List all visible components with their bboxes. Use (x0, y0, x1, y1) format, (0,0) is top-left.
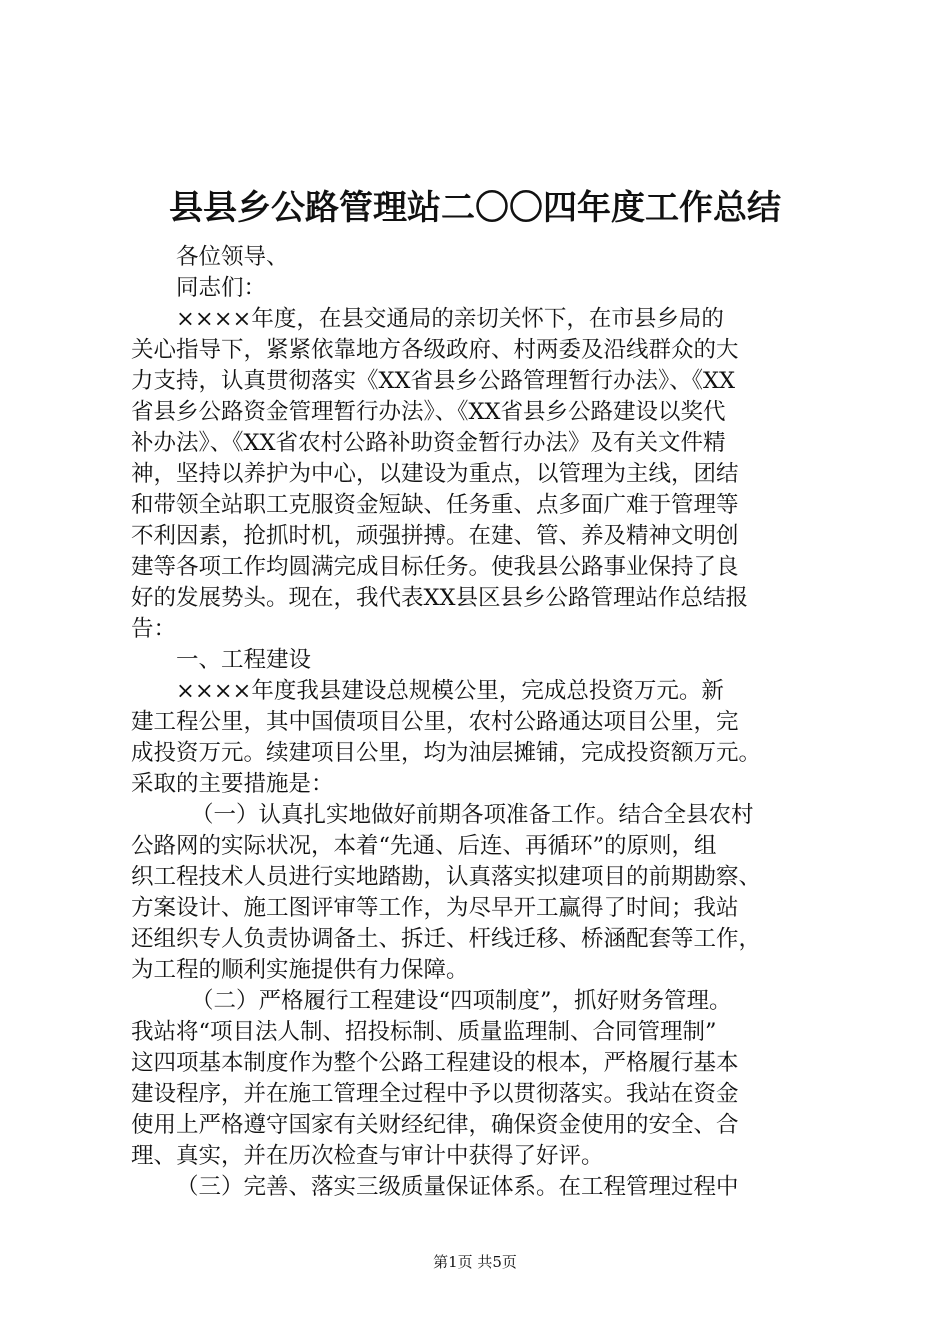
text-line: 建工程公里，其中国债项目公里，农村公路通达项目公里，完 (131, 709, 739, 735)
text-line: 告： (131, 616, 177, 642)
text-line: （三）完善、落实三级质量保证体系。在工程管理过程中 (176, 1174, 739, 1200)
text-line: （二）严格履行工程建设“四项制度”，抓好财务管理。 (191, 988, 732, 1014)
text-line: 成投资万元。续建项目公里，均为油层摊铺，完成投资额万元。 (131, 740, 762, 766)
text-line: 省县乡公路资金管理暂行办法》、《XX省县乡公路建设以奖代 (131, 399, 726, 425)
text-line: 一、工程建设 (176, 647, 312, 673)
text-line: 各位领导、 (176, 244, 289, 270)
text-line: 我站将“项目法人制、招投标制、质量监理制、合同管理制” (131, 1019, 717, 1045)
text-line: 方案设计、施工图评审等工作，为尽早开工赢得了时间；我站 (131, 895, 739, 921)
text-line: 力支持，认真贯彻落实《XX省县乡公路管理暂行办法》、《XX (131, 368, 736, 394)
text-line: 公路网的实际状况，本着“先通、后连、再循环”的原则，组 (131, 833, 717, 859)
text-line: 同志们： (176, 275, 267, 301)
document-title: 县县乡公路管理站二〇〇四年度工作总结 (169, 188, 781, 228)
text-line: 不利因素，抢抓时机，顽强拼搏。在建、管、养及精神文明创 (131, 523, 739, 549)
text-line: 好的发展势头。现在，我代表XX县区县乡公路管理站作总结报 (131, 585, 749, 611)
text-line: 为工程的顺利实施提供有力保障。 (131, 957, 469, 983)
text-line: 织工程技术人员进行实地踏勘，认真落实拟建项目的前期勘察、 (131, 864, 762, 890)
page-footer: 第1页 共5页 (433, 1253, 517, 1271)
text-line: 理、真实，并在历次检查与审计中获得了好评。 (131, 1143, 604, 1169)
text-line: 关心指导下，紧紧依靠地方各级政府、村两委及沿线群众的大 (131, 337, 739, 363)
text-line: ××××年度我县建设总规模公里，完成总投资万元。新 (176, 678, 724, 704)
text-line: ××××年度，在县交通局的亲切关怀下，在市县乡局的 (176, 306, 724, 332)
text-line: 采取的主要措施是： (131, 771, 334, 797)
text-line: 神，坚持以养护为中心，以建设为重点，以管理为主线，团结 (131, 461, 739, 487)
text-line: 使用上严格遵守国家有关财经纪律，确保资金使用的安全、合 (131, 1112, 739, 1138)
text-line: 补办法》、《XX省农村公路补助资金暂行办法》及有关文件精 (131, 430, 726, 456)
text-line: 和带领全站职工克服资金短缺、任务重、点多面广难于管理等 (131, 492, 739, 518)
text-line: 这四项基本制度作为整个公路工程建设的根本，严格履行基本 (131, 1050, 739, 1076)
document-body (131, 242, 835, 1203)
text-line: 还组织专人负责协调备土、拆迁、杆线迁移、桥涵配套等工作， (131, 926, 762, 952)
text-line: 建等各项工作均圆满完成目标任务。使我县公路事业保持了良 (131, 554, 739, 580)
text-line: 建设程序，并在施工管理全过程中予以贯彻落实。我站在资金 (131, 1081, 739, 1107)
text-line: （一）认真扎实地做好前期各项准备工作。结合全县农村 (191, 802, 754, 828)
